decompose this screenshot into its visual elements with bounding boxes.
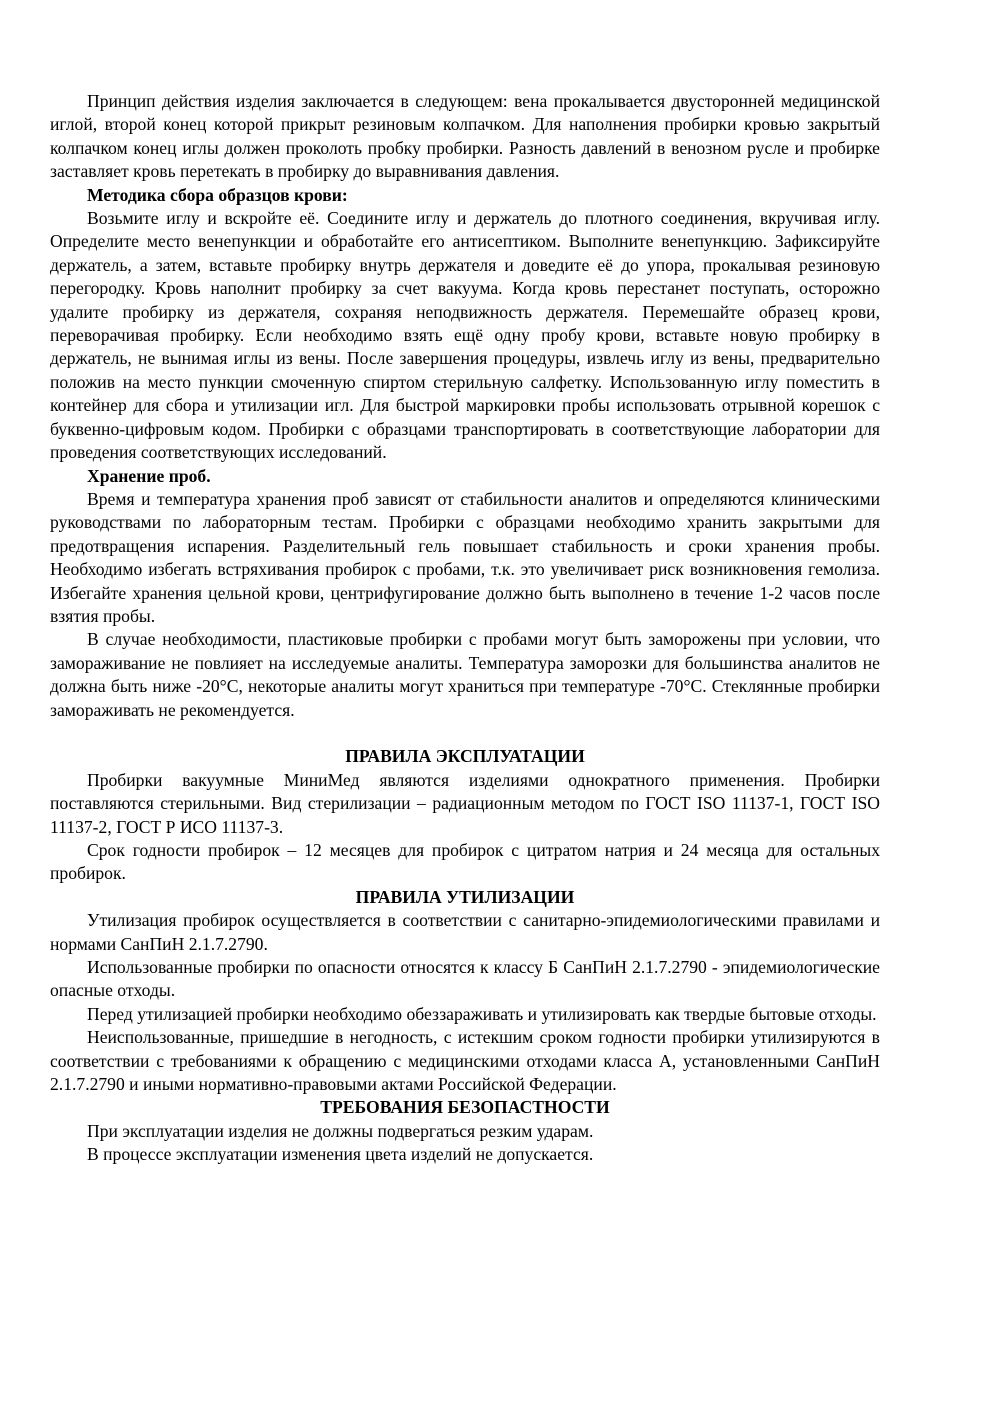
subsection-heading: Хранение проб.	[87, 465, 211, 486]
section-heading: ПРАВИЛА ЭКСПЛУАТАЦИИ	[345, 746, 585, 767]
body-paragraph: При эксплуатации изделия не должны подвергаться резким ударам.	[87, 1120, 594, 1141]
body-paragraph: В случае необходимости, пластиковые пробирки с пробами могут быть заморожены при условии, что замораживание не повлияет на исследуемые аналиты. Температура заморозки для большинства аналитов не должна быть ниже -20°С, некоторые аналиты могут храниться при температуре -70°С. Стеклянные пробирки замораживать не рекомендуется.	[50, 629, 880, 720]
blank-line	[50, 722, 880, 745]
document-text-column	[50, 90, 880, 1167]
body-paragraph: Утилизация пробирок осуществляется в соответствии с санитарно-эпидемиологическими правилами и нормами СанПиН 2.1.7.2790.	[50, 910, 880, 954]
body-paragraph: Использованные пробирки по опасности относятся к классу Б СанПиН 2.1.7.2790 - эпидемиологические опасные отходы.	[50, 957, 880, 1001]
section-heading: ПРАВИЛА УТИЛИЗАЦИИ	[355, 886, 575, 907]
body-paragraph: Возьмите иглу и вскройте её. Соедините иглу и держатель до плотного соединения, вкручивая иглу. Определите место венепункции и обработайте его антисептиком. Выполните венепункцию. Зафиксируйте держатель, а затем, вставьте пробирку внутрь держателя и доведите её до упора, прокалывая резиновую перегородку. Кровь наполнит пробирку за счет вакуума. Когда кровь перестанет поступать, осторожно удалите пробирку из держателя, сохраняя неподвижность держателя. Перемешайте образец крови, переворачивая пробирку. Если необходимо взять ещё одну пробу крови, вставьте новую пробирку в держатель, не вынимая иглы из вены. После завершения процедуры, извлечь иглу из вены, предварительно положив на место пункции смоченную спиртом стерильную салфетку. Использованную иглу поместить в контейнер для сбора и утилизации игл. Для быстрой маркировки пробы использовать отрывной корешок с буквенно-цифровым кодом. Пробирки с образцами транспортировать в соответствующие лаборатории для проведения соответствующих исследований.	[50, 208, 880, 463]
body-paragraph: Время и температура хранения проб зависят от стабильности аналитов и определяются клиническими руководствами по лабораторным тестам. Пробирки с образцами необходимо хранить закрытыми для предотвращения испарения. Разделительный гель повышает стабильность и сроки хранения пробы. Необходимо избегать встряхивания пробирок с пробами, т.к. это увеличивает риск возникновения гемолиза. Избегайте хранения цельной крови, центрифугирование должно быть выполнено в течение 1-2 часов после взятия пробы.	[50, 488, 880, 626]
body-paragraph: Пробирки вакуумные МиниМед являются изделиями однократного применения. Пробирки поставляются стерильными. Вид стерилизации – радиационным методом по ГОСТ ISO 11137-1, ГОСТ ISO 11137-2, ГОСТ Р ИСО 11137-3.	[50, 769, 880, 837]
section-heading: ТРЕБОВАНИЯ БЕЗОПАСТНОСТИ	[320, 1097, 610, 1118]
body-paragraph: Перед утилизацией пробирки необходимо обеззараживать и утилизировать как твердые бытовые отходы.	[87, 1003, 877, 1024]
body-paragraph: Срок годности пробирок – 12 месяцев для пробирок с цитратом натрия и 24 месяца для остальных пробирок.	[50, 839, 880, 884]
body-paragraph: Принцип действия изделия заключается в следующем: вена прокалывается двусторонней медицинской иглой, второй конец которой прикрыт резиновым колпачком. Для наполнения пробирки кровью закрытый колпачком конец иглы должен проколоть пробку пробирки. Разность давлений в венозном русле и пробирке заставляет кровь перетекать в пробирку до выравнивания давления.	[50, 91, 880, 182]
subsection-heading: Методика сбора образцов крови:	[87, 184, 348, 205]
body-paragraph: Неиспользованные, пришедшие в негодность, с истекшим сроком годности пробирки утилизируются в соответствии с требованиями к обращению с медицинскими отходами класса А, установленными СанПиН 2.1.7.2790 и иными нормативно-правовыми актами Российской Федерации.	[50, 1027, 880, 1095]
body-paragraph: В процессе эксплуатации изменения цвета изделий не допускается.	[87, 1144, 594, 1165]
